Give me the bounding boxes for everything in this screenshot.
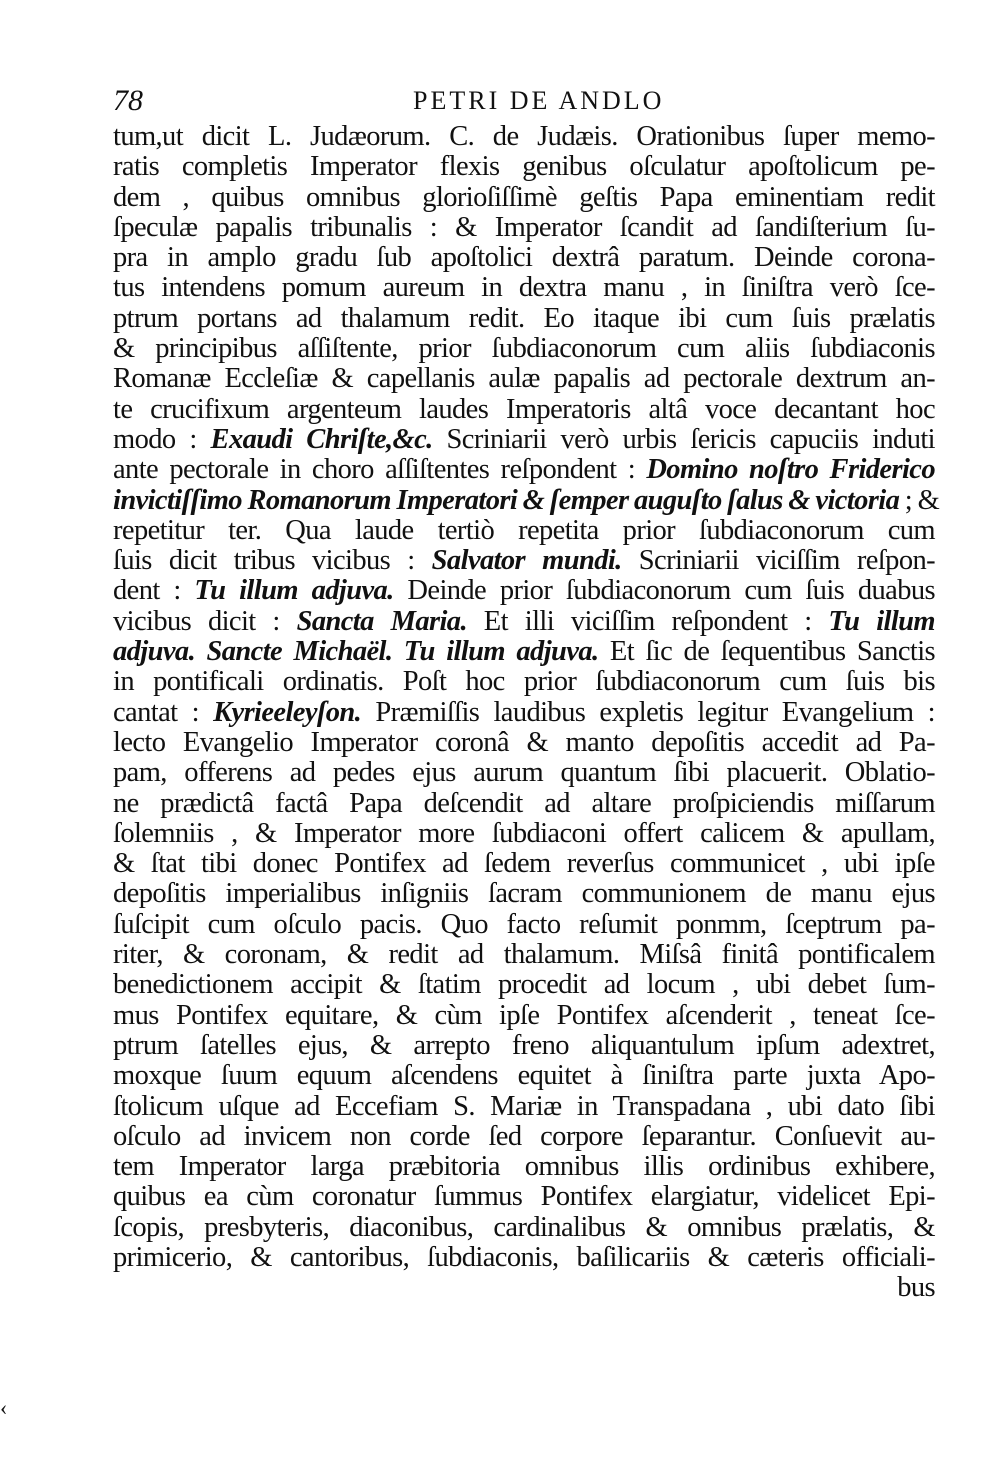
text-segment: Præmiſſis laudibus expletis legitur Evangelium : — [361, 696, 935, 728]
text-line — [113, 1122, 935, 1152]
text-line — [113, 364, 935, 394]
italic-segment: Salvator mundi. — [431, 545, 622, 577]
text-segment: ptrum portans ad thalamum redit. Eo itaque ibi cum ſuis prælatis — [113, 302, 935, 334]
text-segment: in pontificali ordinatis. Poſt hoc prior ſubdiaconorum cum ſuis bis — [113, 666, 935, 698]
text-segment: repetitur ter. Qua laude tertiò repetita prior ſubdiaconorum cum — [113, 514, 935, 546]
text-line — [113, 425, 935, 455]
text-line — [113, 1213, 935, 1243]
text-segment: pam, offerens ad pedes ejus aurum quantum ſibi placuerit. Oblatio- — [113, 757, 935, 789]
text-line — [113, 1243, 935, 1273]
text-line — [113, 819, 935, 849]
text-segment: primicerio, & cantoribus, ſubdiaconis, baſilicariis & cæteris officiali- — [113, 1241, 935, 1273]
text-segment: Et ſic de ſequentibus Sanctis — [598, 636, 935, 668]
text-line — [113, 122, 935, 152]
text-line — [113, 879, 935, 909]
text-line — [113, 940, 935, 970]
italic-segment: invictiſſimo Romanorum Imperatori & ſemper auguſto ſalus & victoria — [113, 484, 900, 516]
text-line — [113, 1182, 935, 1212]
margin-mark: ‹ — [0, 1395, 8, 1420]
text-segment: ſcopis, presbyteris, diaconibus, cardinalibus & omnibus prælatis, & — [113, 1211, 935, 1243]
text-line — [113, 152, 935, 182]
text-segment: ſpeculæ papalis tribunalis : & Imperator ſcandit ad ſandiſterium ſu- — [113, 211, 935, 243]
italic-segment: Domino noſtro Friderico — [646, 454, 935, 486]
text-segment: ; & — [899, 484, 940, 516]
text-segment: & ſtat tibi donec Pontifex ad ſedem reverſus communicet , ubi ipſe — [113, 848, 935, 880]
text-segment: bus — [897, 1272, 935, 1304]
text-segment: ratis completis Imperator flexis genibus oſculatur apoſtolicum pe- — [113, 151, 935, 183]
text-segment: ſtolicum uſque ad Eccefiam S. Mariæ in Transpadana , ubi dato ſibi — [113, 1090, 935, 1122]
text-line — [113, 607, 935, 637]
text-line — [113, 576, 935, 606]
page-number: 78 — [113, 84, 143, 117]
text-segment: ne prædictâ factâ Papa deſcendit ad altare proſpiciendis miſſarum — [113, 787, 935, 819]
italic-segment: Exaudi Chriſte,&c. — [210, 423, 433, 455]
text-segment: depoſitis imperialibus inſigniis ſacram communionem de manu ejus — [113, 878, 935, 910]
text-segment: benedictionem accipit & ſtatim procedit ad locum , ubi debet ſum- — [113, 969, 935, 1001]
text-segment: Scriniarii verò urbis ſericis capuciis induti — [432, 423, 935, 455]
text-segment: mus Pontifex equitare, & cùm ipſe Pontifex aſcenderit , teneat ſce- — [113, 999, 935, 1031]
text-segment: ptrum ſatelles ejus, & arrepto freno aliquantulum ipſum adextret, — [113, 1029, 935, 1061]
text-line — [113, 273, 935, 303]
text-segment: tem Imperator larga præbitoria omnibus illis ordinibus exhibere, — [113, 1151, 935, 1183]
text-line — [113, 789, 935, 819]
italic-segment: Kyrieeleyſon. — [213, 696, 362, 728]
italic-segment: Tu illum adjuva. — [194, 575, 394, 607]
text-segment: dent : — [113, 575, 195, 607]
text-line — [113, 728, 935, 758]
text-line — [113, 1152, 935, 1182]
text-line — [113, 484, 940, 516]
italic-segment: adjuva. Sancte Michaël. Tu illum adjuva. — [113, 636, 599, 668]
text-segment: ſolemniis , & Imperator more ſubdiaconi offert calicem & apullam, — [113, 817, 935, 849]
text-line — [113, 516, 935, 546]
text-segment: lecto Evangelio Imperator coronâ & manto depoſitis accedit ad Pa- — [113, 726, 935, 758]
text-line — [113, 1061, 935, 1091]
text-line — [113, 910, 935, 940]
text-line — [113, 455, 935, 485]
text-segment: oſculo ad invicem non corde ſed corpore ſeparantur. Conſuevit au- — [113, 1120, 935, 1152]
text-line — [113, 970, 935, 1000]
text-line — [113, 1031, 935, 1061]
text-line — [113, 698, 935, 728]
text-line — [113, 849, 935, 879]
text-segment: Scriniarii viciſſim reſpon- — [621, 545, 936, 577]
text-segment: vicibus dicit : — [113, 605, 297, 637]
running-head: PETRI DE ANDLO — [413, 86, 665, 115]
text-segment: tus intendens pomum aureum in dextra manu , in ſiniſtra verò ſce- — [113, 272, 935, 304]
text-segment: moxque ſuum equum aſcendens equitet à ſiniſtra parte juxta Apo- — [113, 1060, 935, 1092]
text-line — [113, 667, 935, 697]
text-line — [113, 546, 935, 576]
text-segment: Et illi viciſſim reſpondent : — [466, 605, 829, 637]
text-line — [113, 243, 935, 273]
body-text — [113, 121, 940, 1304]
text-segment: te crucifixum argenteum laudes Imperatoris altâ voce decantant hoc — [113, 393, 935, 425]
text-segment: Deinde prior ſubdiaconorum cum ſuis duabus — [393, 575, 935, 607]
text-line — [113, 758, 935, 788]
text-line — [113, 1273, 935, 1303]
text-segment: ſuis dicit tribus vicibus : — [113, 545, 432, 577]
text-line — [113, 637, 935, 667]
text-line — [113, 1001, 935, 1031]
text-segment: cantat : — [113, 696, 214, 728]
text-segment: & principibus aſſiſtente, prior ſubdiaconorum cum aliis ſubdiaconis — [113, 333, 935, 365]
text-segment: modo : — [113, 423, 211, 455]
text-segment: Romanæ Eccleſiæ & capellanis aulæ papalis ad pectorale dextrum an- — [113, 363, 935, 395]
text-segment: pra in amplo gradu ſub apoſtolici dextrâ paratum. Deinde corona- — [113, 242, 935, 274]
text-segment: ſuſcipit cum oſculo pacis. Quo facto reſumit ponmm, ſceptrum pa- — [113, 908, 935, 940]
text-line — [113, 1092, 935, 1122]
text-line — [113, 183, 935, 213]
text-segment: quibus ea cùm coronatur ſummus Pontifex elargiatur, videlicet Epi- — [113, 1181, 935, 1213]
text-segment: ante pectorale in choro aſſiſtentes reſpondent : — [113, 454, 647, 486]
text-segment: tum,ut dicit L. Judæorum. C. de Judæis. Orationibus ſuper memo- — [113, 121, 935, 152]
text-line — [113, 213, 935, 243]
text-line — [113, 304, 935, 334]
italic-segment: Sancta Maria. — [296, 605, 467, 637]
page-header — [113, 80, 933, 124]
text-line — [113, 334, 935, 364]
italic-segment: Tu illum — [828, 605, 935, 637]
text-line — [113, 395, 935, 425]
text-segment: dem , quibus omnibus glorioſiſſimè geſtis Papa eminentiam redit — [113, 181, 935, 213]
text-segment: riter, & coronam, & redit ad thalamum. Miſsâ finitâ pontificalem — [113, 939, 935, 971]
